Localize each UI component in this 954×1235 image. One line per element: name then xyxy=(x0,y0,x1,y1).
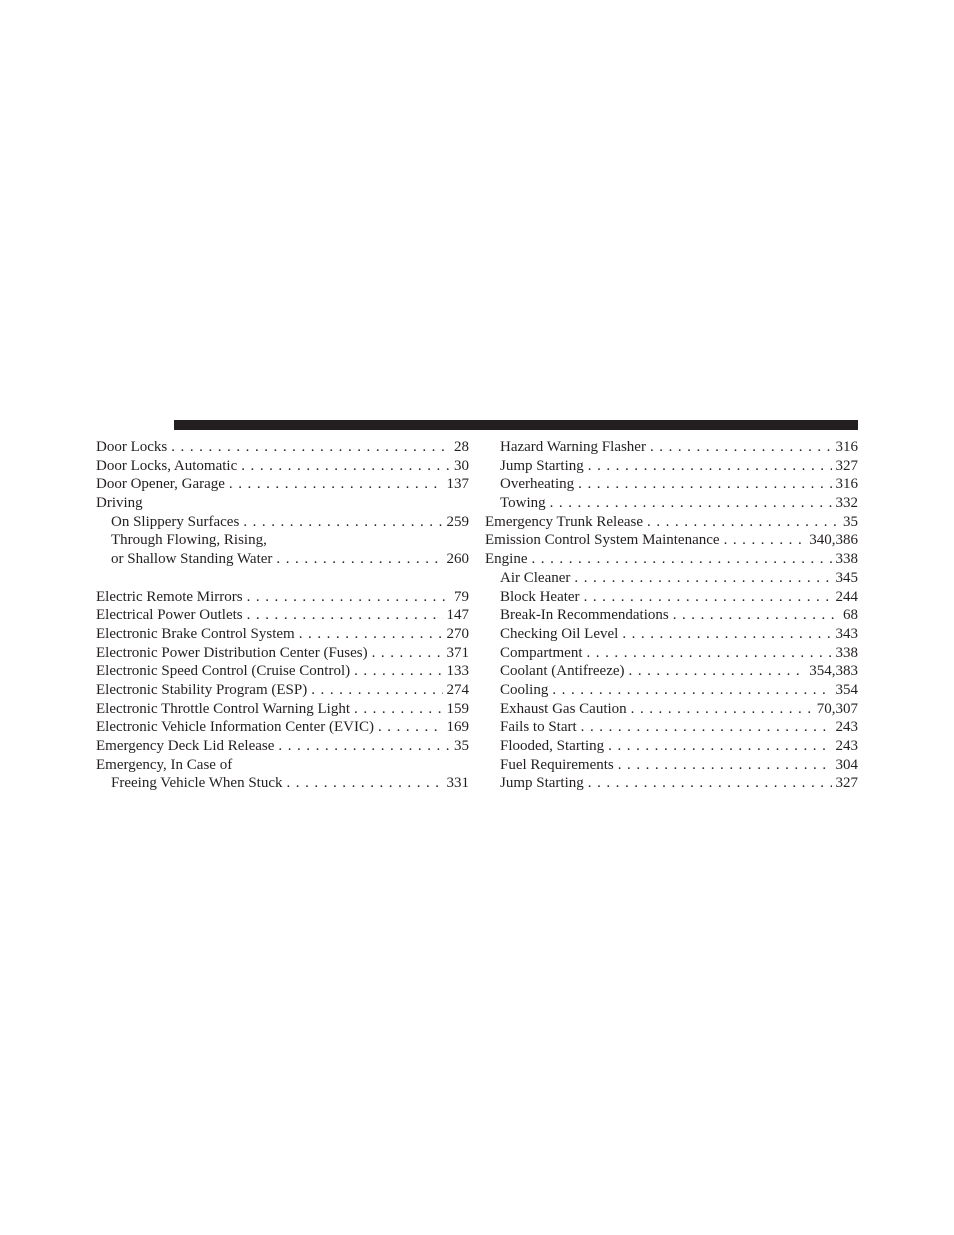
index-page-number: 327 xyxy=(835,775,858,792)
index-entry xyxy=(485,662,858,681)
index-entry xyxy=(96,457,469,476)
index-page-number: 147 xyxy=(446,607,469,624)
index-page-number: 244 xyxy=(835,588,858,605)
dot-leader xyxy=(588,774,832,793)
index-term: Hazard Warning Flasher xyxy=(500,439,646,455)
dot-leader xyxy=(247,606,443,625)
index-page-number: 68 xyxy=(843,607,858,624)
index-page-number: 354 xyxy=(835,681,858,698)
index-page-number: 30 xyxy=(454,457,469,474)
index-entry xyxy=(96,531,469,550)
dot-leader xyxy=(618,756,832,775)
index-page-number: 343 xyxy=(835,625,858,642)
index-term: Through Flowing, Rising, xyxy=(111,532,267,549)
dot-leader xyxy=(171,438,450,457)
dot-leader xyxy=(578,475,831,494)
dot-leader xyxy=(278,737,450,756)
index-page-number: 327 xyxy=(835,457,858,474)
index-term: Overheating xyxy=(500,476,575,493)
index-page-number: 28 xyxy=(454,439,469,455)
index-page-number: 260 xyxy=(446,551,469,568)
index-column-right xyxy=(485,438,858,793)
dot-leader xyxy=(608,737,831,756)
index-page-number: 35 xyxy=(843,513,858,530)
index-term: Electronic Throttle Control Warning Light xyxy=(96,700,351,717)
index-term: Cooling xyxy=(500,681,549,698)
dot-leader xyxy=(287,774,443,793)
index-entry xyxy=(485,681,858,700)
index-entry xyxy=(485,438,858,457)
dot-leader xyxy=(550,494,832,513)
index-page-number: 243 xyxy=(835,738,858,754)
index-term: Flooded, Starting xyxy=(500,738,605,754)
index-entry xyxy=(485,700,858,719)
index-term: Air Cleaner xyxy=(500,569,571,586)
index-term: Electronic Brake Control System xyxy=(96,625,295,642)
index-page-number: 169 xyxy=(446,719,469,736)
index-entry xyxy=(485,606,858,625)
index-entry xyxy=(96,606,469,625)
index-entry xyxy=(485,550,858,569)
index-term: Emission Control System Maintenance xyxy=(485,532,720,549)
index-entry xyxy=(96,774,469,793)
index-entry xyxy=(96,662,469,681)
dot-leader xyxy=(247,588,450,607)
index-entry xyxy=(96,737,469,756)
index-entry xyxy=(96,644,469,663)
index-entry xyxy=(485,718,858,737)
index-page-number: 338 xyxy=(835,551,858,568)
dot-leader xyxy=(372,644,443,663)
index-entry xyxy=(485,737,858,756)
index-page-number: 371 xyxy=(446,644,469,661)
index-page-number: 354,383 xyxy=(809,663,858,680)
index-term: Door Opener, Garage xyxy=(96,476,225,493)
index-page-number: 35 xyxy=(454,738,469,754)
index-page-number: 340,386 xyxy=(809,532,858,549)
index-entry xyxy=(96,475,469,494)
index-page-number: 159 xyxy=(446,700,469,717)
index-column-left xyxy=(96,438,469,793)
index-term: Coolant (Antifreeze) xyxy=(500,663,625,680)
dot-leader xyxy=(299,625,443,644)
dot-leader xyxy=(229,475,443,494)
index-term: Door Locks, Automatic xyxy=(96,457,238,474)
index-term: Emergency, In Case of xyxy=(96,756,233,773)
index-term: Emergency Trunk Release xyxy=(485,513,644,530)
index-term: Break-In Recommendations xyxy=(500,607,669,624)
index-term: Checking Oil Level xyxy=(500,625,619,642)
index-term: Fuel Requirements xyxy=(500,756,614,773)
index-page-number: 332 xyxy=(835,495,858,512)
index-term: or Shallow Standing Water xyxy=(111,551,273,568)
index-entry xyxy=(485,644,858,663)
index-entry xyxy=(96,756,469,775)
index-page-number: 345 xyxy=(835,569,858,586)
index-term: Engine xyxy=(485,551,528,568)
dot-leader xyxy=(354,700,442,719)
dot-leader xyxy=(724,531,806,550)
index-entry xyxy=(485,457,858,476)
index-page-number: 79 xyxy=(454,588,469,605)
index-term: Jump Starting xyxy=(500,775,584,792)
index-term: Driving xyxy=(96,495,143,512)
index-entry xyxy=(485,756,858,775)
index-page-number: 270 xyxy=(446,625,469,642)
index-entry xyxy=(96,588,469,607)
index-entry xyxy=(485,588,858,607)
index-entry xyxy=(96,625,469,644)
index-term: Electrical Power Outlets xyxy=(96,607,243,624)
dot-leader xyxy=(532,550,832,569)
dot-leader xyxy=(354,662,442,681)
index-term: Compartment xyxy=(500,644,583,661)
index-page-number: 316 xyxy=(835,476,858,493)
dot-leader xyxy=(673,606,839,625)
dot-leader xyxy=(650,438,832,457)
dot-leader xyxy=(631,700,813,719)
dot-leader xyxy=(581,718,832,737)
index-page-number: 70,307 xyxy=(816,700,858,717)
index-page-number: 137 xyxy=(446,476,469,493)
dot-leader xyxy=(588,457,832,476)
dot-leader xyxy=(647,513,839,532)
dot-leader xyxy=(311,681,442,700)
index-entry xyxy=(485,494,858,513)
index-term: Door Locks xyxy=(96,439,168,455)
index-term: Electronic Stability Program (ESP) xyxy=(96,681,308,698)
index-page-number: 331 xyxy=(446,775,469,792)
index-entry xyxy=(485,625,858,644)
index-term: On Slippery Surfaces xyxy=(111,513,240,530)
index-term: Emergency Deck Lid Release xyxy=(96,738,275,754)
index-term: Electronic Vehicle Information Center (EVIC) xyxy=(96,719,374,736)
index-entry xyxy=(485,531,858,550)
index-entry xyxy=(485,475,858,494)
index-page-number: 338 xyxy=(835,644,858,661)
index-term: Exhaust Gas Caution xyxy=(500,700,627,717)
dot-leader xyxy=(276,550,442,569)
dot-leader xyxy=(622,625,831,644)
index-page-number: 133 xyxy=(446,663,469,680)
dot-leader xyxy=(241,457,450,476)
dot-leader xyxy=(243,513,442,532)
dot-leader xyxy=(584,588,832,607)
index-entry xyxy=(96,550,469,569)
index-page-number: 243 xyxy=(835,719,858,736)
dot-leader xyxy=(378,718,443,737)
index-page-number: 304 xyxy=(835,756,858,773)
index-term: Jump Starting xyxy=(500,457,584,474)
index-term: Block Heater xyxy=(500,588,580,605)
dot-leader xyxy=(552,681,831,700)
index-entry xyxy=(96,681,469,700)
dot-leader xyxy=(587,644,832,663)
header-bar xyxy=(174,420,858,430)
index-term: Towing xyxy=(500,495,546,512)
index-term: Fails to Start xyxy=(500,719,577,736)
index-entry xyxy=(96,700,469,719)
index-entry xyxy=(96,494,469,513)
dot-leader xyxy=(629,662,806,681)
index-term: Electronic Power Distribution Center (Fuses) xyxy=(96,644,368,661)
index-entry xyxy=(485,774,858,793)
index-term: Freeing Vehicle When Stuck xyxy=(111,775,283,792)
index-spacer xyxy=(96,569,469,588)
index-entry xyxy=(96,438,469,457)
index-entry xyxy=(485,513,858,532)
index-term: Electric Remote Mirrors xyxy=(96,588,243,605)
index-term: Electronic Speed Control (Cruise Control) xyxy=(96,663,351,680)
index-entry xyxy=(96,718,469,737)
index-entry xyxy=(96,513,469,532)
index-page-number: 274 xyxy=(446,681,469,698)
index-page-number: 259 xyxy=(446,513,469,530)
index-entry xyxy=(485,569,858,588)
index-page-number: 316 xyxy=(835,439,858,455)
dot-leader xyxy=(574,569,831,588)
